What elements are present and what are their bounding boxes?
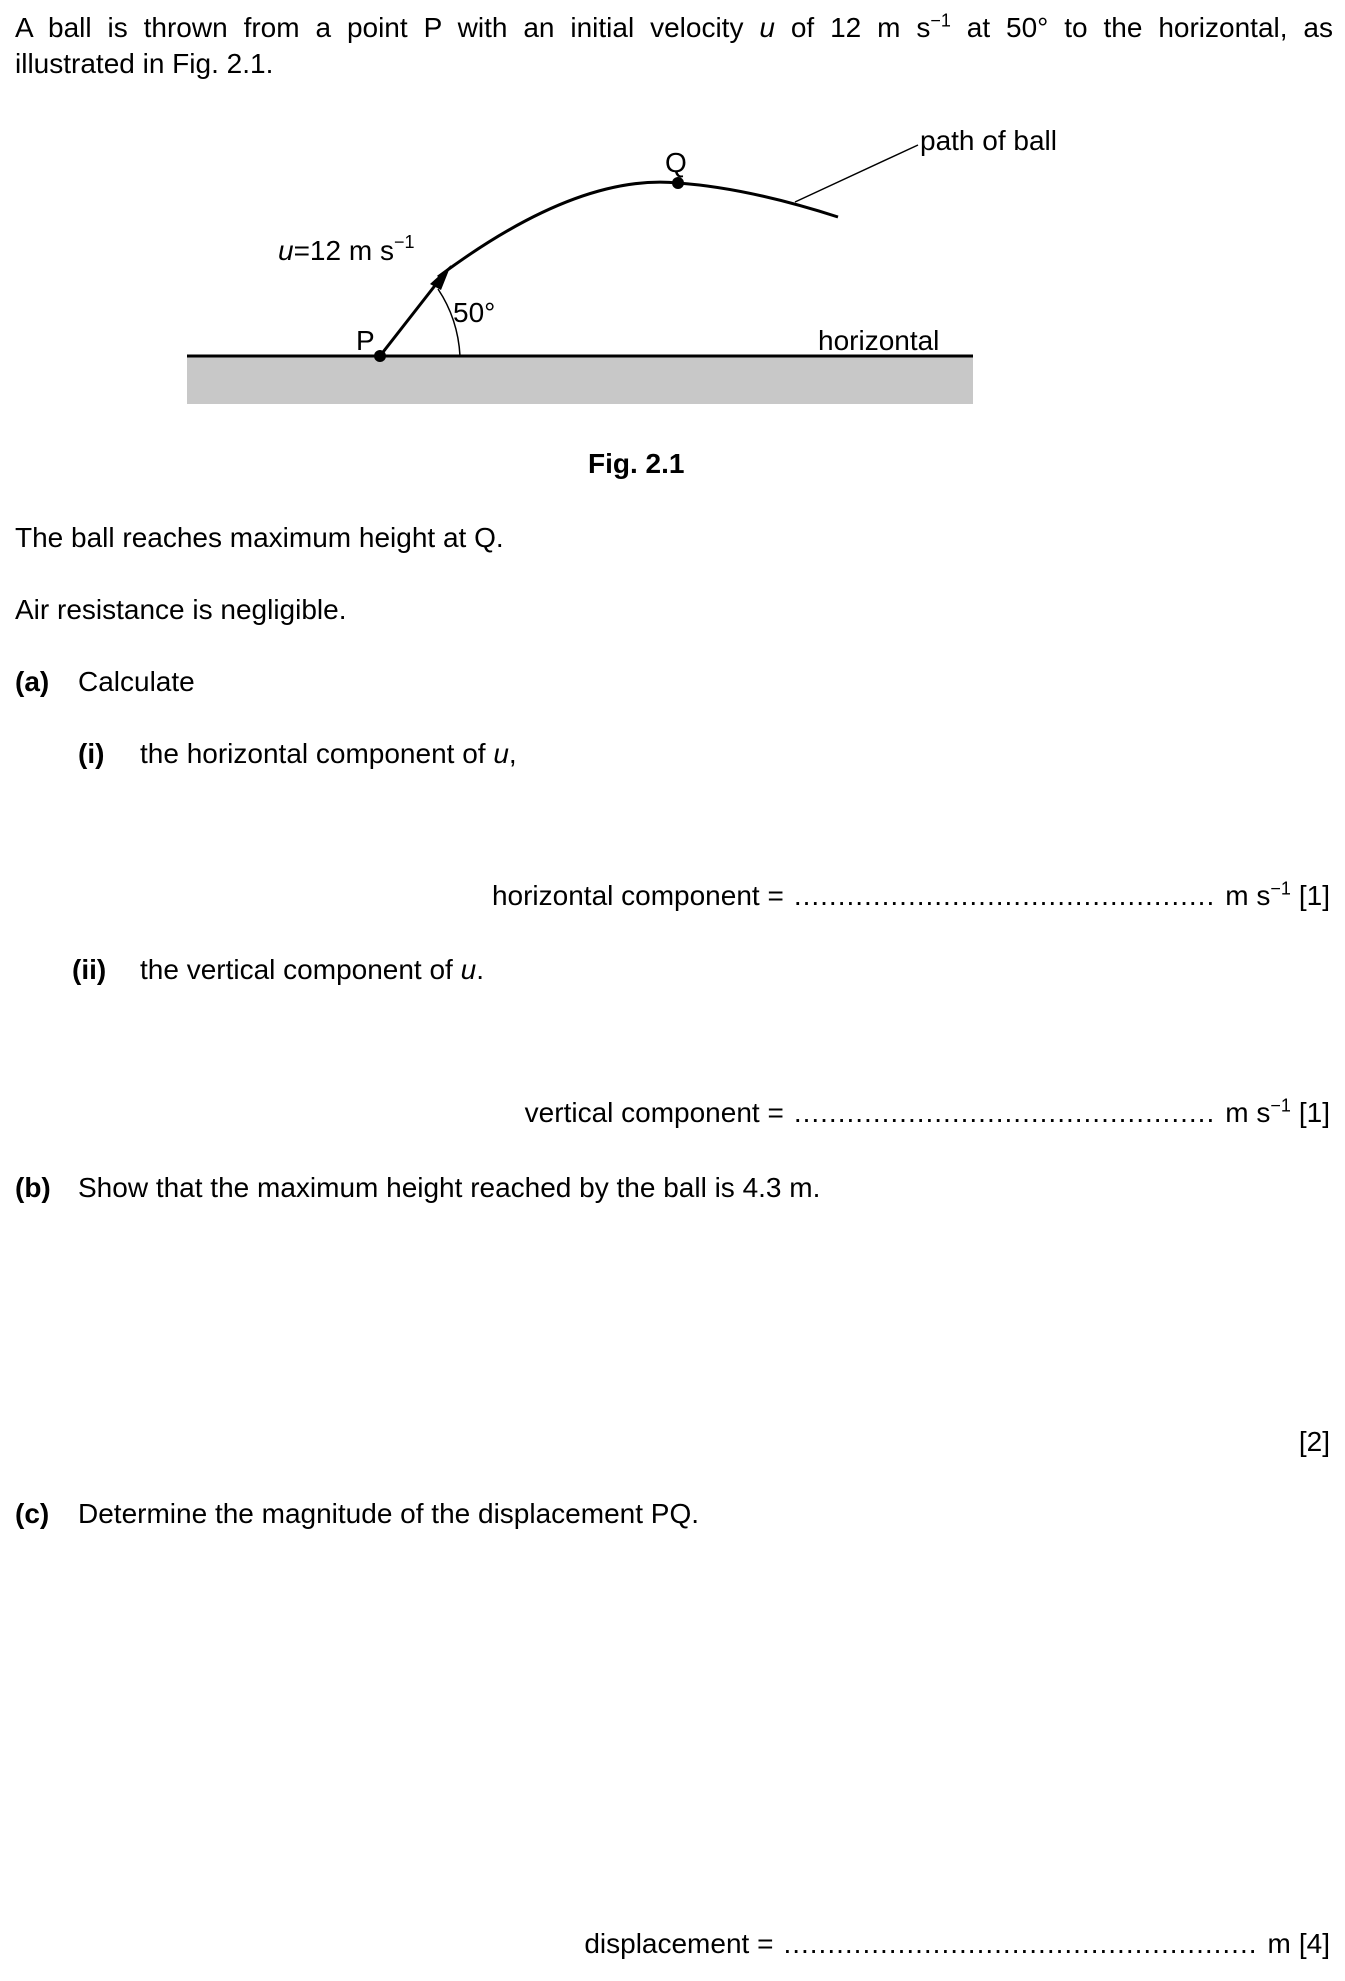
statement-max-height: The ball reaches maximum height at Q. — [15, 522, 504, 553]
q-label: Q — [665, 147, 687, 178]
answer-row-displacement — [584, 1928, 1330, 1960]
velocity-label: u=12 m $s^{-1}$ — [278, 232, 415, 266]
mark-a-ii: [1] — [1298, 1097, 1330, 1128]
figure-caption: Fig. 2.1 — [588, 448, 685, 479]
unit-vertical: m $s^{-1}$ — [1225, 1095, 1291, 1128]
answer-space-horizontal[interactable]: ................................................ — [793, 880, 1216, 911]
intro-line-1: A ball is thrown from a point P with an initial velocity u of 12 m $s^{-1}$ at 50° to the horizontal, as — [15, 10, 1333, 43]
part-a-i-label: (i) — [78, 738, 105, 769]
part-a-ii-label: (ii) — [72, 954, 107, 985]
unit-horizontal: m $s^{-1}$ — [1225, 878, 1291, 911]
unit-displacement: m — [1267, 1928, 1291, 1959]
part-b-text: Show that the maximum height reached by the ball is 4.3 m. — [78, 1172, 821, 1203]
part-b-label: (b) — [15, 1172, 51, 1203]
part-a-ii-text: the vertical component of u. — [140, 954, 484, 985]
angle-label: 50° — [453, 297, 496, 328]
point-q-dot — [672, 177, 684, 189]
mark-b: [2] — [1298, 1426, 1330, 1457]
fig-2-1-diagram — [0, 100, 1345, 430]
answer-label-displacement: displacement = — [584, 1928, 774, 1959]
intro-line-2: illustrated in Fig. 2.1. — [15, 48, 274, 79]
answer-row-vertical — [525, 1097, 1330, 1129]
part-a-label: (a) — [15, 666, 50, 697]
point-p-dot — [374, 350, 386, 362]
part-c-text: Determine the magnitude of the displacement PQ. — [78, 1498, 700, 1529]
path-of-ball-label: path of ball — [920, 125, 1057, 156]
answer-space-vertical[interactable]: ................................................ — [793, 1097, 1216, 1128]
answer-space-displacement[interactable]: ...................................................... — [783, 1928, 1258, 1959]
answer-row-horizontal — [492, 880, 1330, 912]
ground — [187, 356, 973, 404]
statement-air-resistance: Air resistance is negligible. — [15, 594, 347, 625]
part-c-label: (c) — [15, 1498, 50, 1529]
path-label-leader — [795, 145, 918, 202]
part-a-text: Calculate — [78, 666, 195, 697]
question-intro — [15, 10, 1333, 82]
mark-a-i: [1] — [1298, 880, 1330, 911]
mark-c: [4] — [1298, 1928, 1330, 1959]
part-a-i-text: the horizontal component of u, — [140, 738, 517, 769]
horizontal-label: horizontal — [818, 325, 940, 356]
path-of-ball-curve — [438, 182, 838, 277]
answer-label-vertical: vertical component = — [524, 1097, 784, 1128]
p-label: P — [356, 325, 375, 356]
answer-label-horizontal: horizontal component = — [491, 880, 784, 911]
